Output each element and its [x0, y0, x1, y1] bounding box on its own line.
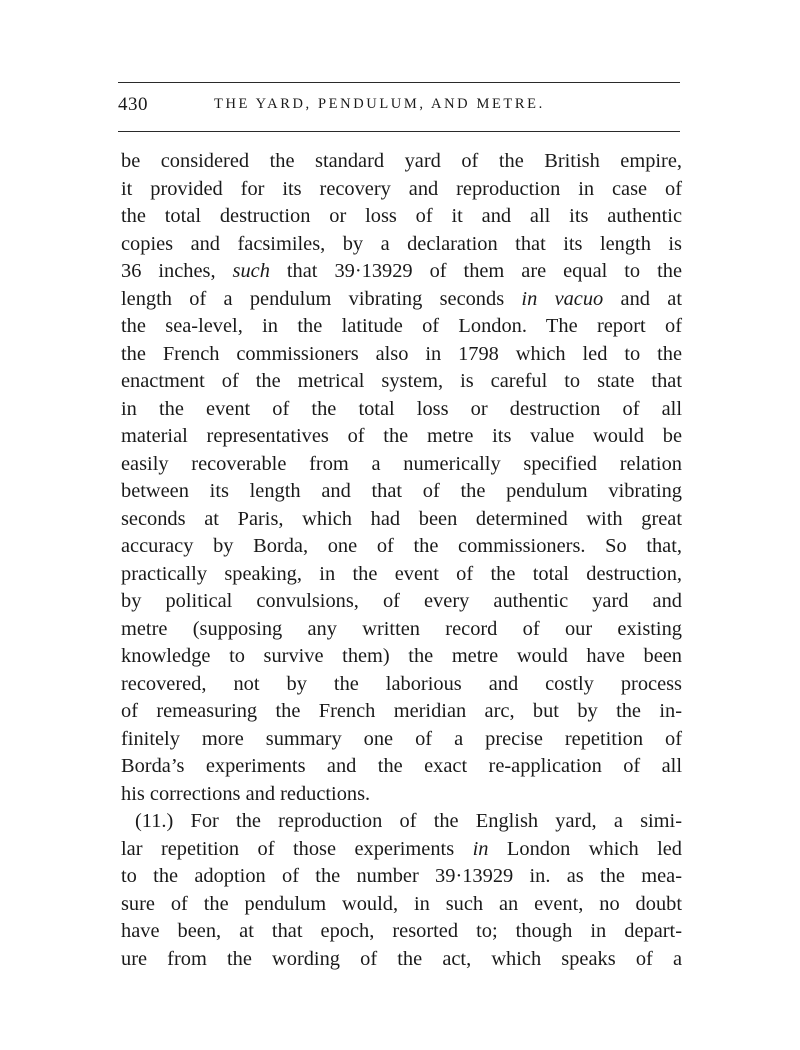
text-run: practically speaking, in the event of the total destruction, [121, 562, 682, 585]
text-line [121, 451, 682, 479]
text-line [121, 836, 682, 864]
text-run: by political convulsions, of every authentic yard and [121, 590, 682, 612]
text-run: the sea-level, in the latitude of London. The report of [121, 315, 682, 337]
text-line [121, 671, 682, 699]
text-run: easily recoverable from a numerically specified relation [121, 452, 682, 475]
header-top-rule [118, 82, 680, 83]
text-line [121, 918, 682, 946]
text-line [121, 506, 682, 534]
text-run: Borda’s experiments and the exact re-application of all [121, 755, 682, 777]
text-run: knowledge to survive them) the metre would have been [121, 645, 682, 667]
text-run: ure from the wording of the act, which speaks of a [121, 947, 682, 970]
text-run: material representatives of the metre its value would be [121, 425, 682, 447]
text-run: in the event of the total loss or destruction of all [121, 397, 682, 420]
text-run: (11.) For the reproduction of the English yard, a simi- [135, 810, 682, 832]
text-line [121, 946, 682, 974]
text-run: that 39·13929 of them are equal to the [269, 260, 682, 282]
text-run: accuracy by Borda, one of the commissioners. So that, [121, 535, 682, 557]
text-line [121, 341, 682, 369]
text-run: finitely more summary one of a precise repetition of [121, 727, 682, 750]
text-line [121, 231, 682, 259]
text-run: it provided for its recovery and reproduction in case of [121, 177, 682, 200]
text-run: copies and facsimiles, by a declaration that its length is [121, 232, 682, 255]
text-run: be considered the standard yard of the British empire, [121, 150, 682, 172]
text-run: between its length and that of the pendulum vibrating [121, 480, 682, 502]
text-line [121, 698, 682, 726]
text-line [121, 781, 682, 809]
text-run: sure of the pendulum would, in such an event, no doubt [121, 892, 682, 915]
text-run: the French commissioners also in 1798 which led to the [121, 342, 682, 365]
text-run: length of a pendulum vibrating seconds [121, 287, 522, 310]
text-line [121, 616, 682, 644]
italic-text-run: in [472, 837, 489, 860]
text-line [121, 891, 682, 919]
text-line [121, 258, 682, 286]
body-text [121, 148, 682, 973]
text-run: lar repetition of those experiments [121, 837, 473, 860]
text-line [121, 588, 682, 616]
text-run: metre (supposing any written record of our existing [121, 617, 682, 640]
text-line [121, 423, 682, 451]
text-line [121, 863, 682, 891]
text-line [121, 753, 682, 781]
text-run: of remeasuring the French meridian arc, but by the in- [121, 700, 682, 722]
running-head-title: THE YARD, PENDULUM, AND METRE. [214, 96, 545, 112]
text-line [121, 313, 682, 341]
text-run: his corrections and reductions. [121, 782, 371, 805]
italic-text-run: in vacuo [521, 287, 604, 310]
italic-text-run: such [232, 260, 270, 282]
text-line [121, 643, 682, 671]
text-line [121, 148, 682, 176]
text-line [121, 561, 682, 589]
page-number: 430 [118, 94, 148, 115]
text-line [121, 726, 682, 754]
text-run: enactment of the metrical system, is careful to state that [121, 370, 682, 392]
text-run: to the adoption of the number 39·13929 in. as the mea- [121, 865, 682, 887]
text-line [121, 176, 682, 204]
text-line [121, 533, 682, 561]
text-run: seconds at Paris, which had been determined with great [121, 507, 682, 530]
text-run: London which led [488, 837, 683, 860]
text-run: and at [603, 287, 682, 310]
text-line [121, 808, 682, 836]
text-line [121, 478, 682, 506]
text-line [121, 368, 682, 396]
text-run: the total destruction or loss of it and all its authentic [121, 205, 682, 227]
running-header [118, 94, 680, 122]
text-run: recovered, not by the laborious and costly process [121, 672, 682, 695]
text-line [121, 286, 682, 314]
text-run: 36 inches, [121, 260, 233, 282]
text-line [121, 396, 682, 424]
header-bottom-rule [118, 131, 680, 132]
text-line [121, 203, 682, 231]
text-run: have been, at that epoch, resorted to; though in depart- [121, 920, 682, 942]
